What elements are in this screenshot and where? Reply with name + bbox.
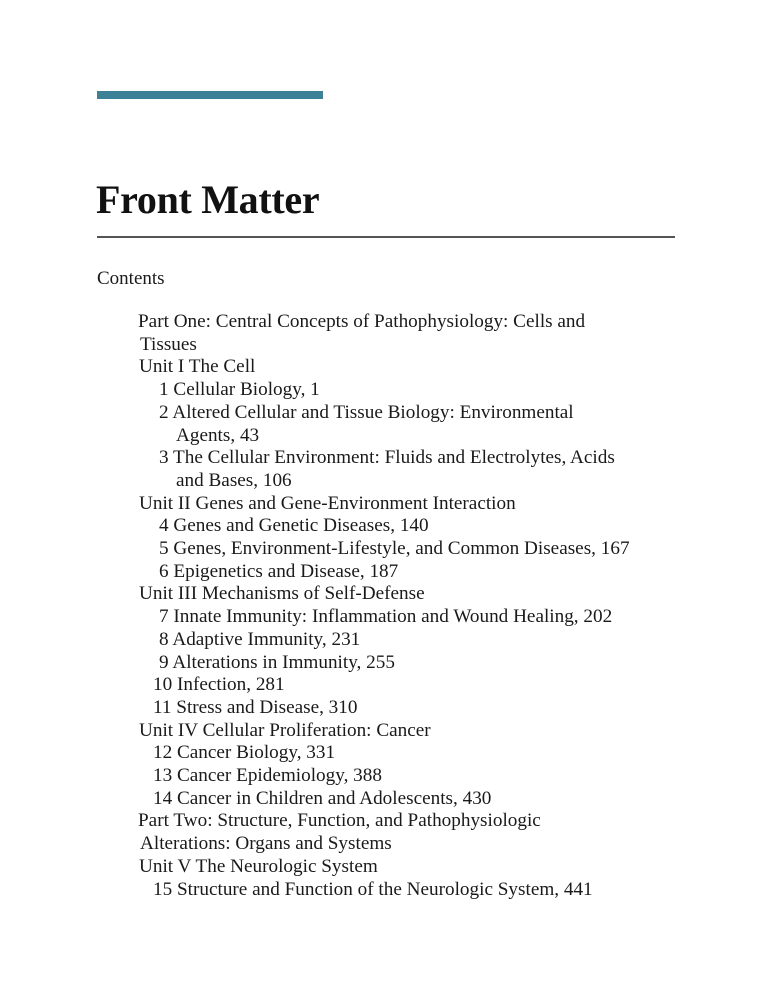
toc-chapter-entry[interactable] (0, 765, 772, 788)
toc-entry-line: 10 Infection, 281 (153, 674, 285, 696)
toc-entry-line: and Bases, 106 (176, 469, 292, 491)
toc-entry-line: 14 Cancer in Children and Adolescents, 430 (153, 787, 492, 809)
toc-chapter-entry[interactable] (0, 879, 772, 902)
toc-unit-entry[interactable] (0, 583, 772, 606)
toc-entry-line: Unit III Mechanisms of Self-Defense (139, 583, 425, 605)
toc-entry-line: 7 Innate Immunity: Inflammation and Wound Healing, 202 (159, 606, 613, 628)
toc-unit-entry[interactable] (0, 856, 772, 879)
toc-chapter-entry[interactable] (0, 788, 772, 811)
toc-entry-line: 4 Genes and Genetic Diseases, 140 (159, 515, 429, 537)
toc-chapter-entry[interactable] (0, 652, 772, 675)
table-of-contents (0, 311, 772, 901)
toc-chapter-entry[interactable] (0, 515, 772, 538)
toc-entry-line: Unit V The Neurologic System (139, 855, 378, 877)
toc-chapter-entry[interactable] (0, 379, 772, 402)
title-divider (97, 236, 675, 238)
toc-chapter-entry[interactable] (0, 561, 772, 584)
toc-entry-line: Unit IV Cellular Proliferation: Cancer (139, 719, 431, 741)
toc-chapter-entry[interactable] (0, 742, 772, 765)
toc-unit-entry[interactable] (0, 356, 772, 379)
toc-entry-line: 2 Altered Cellular and Tissue Biology: Environmental (159, 401, 574, 423)
toc-entry-line: Tissues (140, 333, 197, 355)
toc-chapter-entry[interactable] (0, 606, 772, 629)
toc-entry-line: 15 Structure and Function of the Neurologic System, 441 (153, 878, 593, 900)
toc-entry-line: 9 Alterations in Immunity, 255 (159, 651, 395, 673)
toc-unit-entry[interactable] (0, 720, 772, 743)
toc-entry-line: Unit I The Cell (139, 356, 256, 378)
toc-entry-line: 8 Adaptive Immunity, 231 (159, 628, 361, 650)
toc-entry-line: 3 The Cellular Environment: Fluids and Electrolytes, Acids (159, 447, 615, 469)
toc-entry-line: 1 Cellular Biology, 1 (159, 379, 320, 401)
toc-chapter-entry[interactable] (0, 447, 772, 492)
toc-chapter-entry[interactable] (0, 674, 772, 697)
toc-entry-line: 11 Stress and Disease, 310 (153, 696, 358, 718)
toc-chapter-entry[interactable] (0, 697, 772, 720)
toc-entry-line: 13 Cancer Epidemiology, 388 (153, 765, 382, 787)
toc-chapter-entry[interactable] (0, 402, 772, 447)
toc-entry-line: Alterations: Organs and Systems (140, 833, 392, 855)
toc-entry-line: 5 Genes, Environment-Lifestyle, and Common Diseases, 167 (159, 538, 630, 560)
toc-unit-entry[interactable] (0, 493, 772, 516)
toc-entry-line: Part Two: Structure, Function, and Pathophysiologic (138, 810, 541, 832)
toc-entry-line: Agents, 43 (176, 424, 260, 446)
toc-chapter-entry[interactable] (0, 538, 772, 561)
toc-part-entry[interactable] (0, 810, 772, 855)
toc-entry-line: Unit II Genes and Gene-Environment Interaction (139, 492, 516, 514)
toc-entry-line: 12 Cancer Biology, 331 (153, 742, 336, 764)
accent-bar (97, 91, 323, 99)
contents-heading: Contents (97, 268, 165, 289)
toc-part-entry[interactable] (0, 311, 772, 356)
toc-entry-line: 6 Epigenetics and Disease, 187 (159, 560, 399, 582)
page-title: Front Matter (96, 177, 320, 222)
toc-entry-line: Part One: Central Concepts of Pathophysiology: Cells and (138, 311, 586, 332)
toc-chapter-entry[interactable] (0, 629, 772, 652)
